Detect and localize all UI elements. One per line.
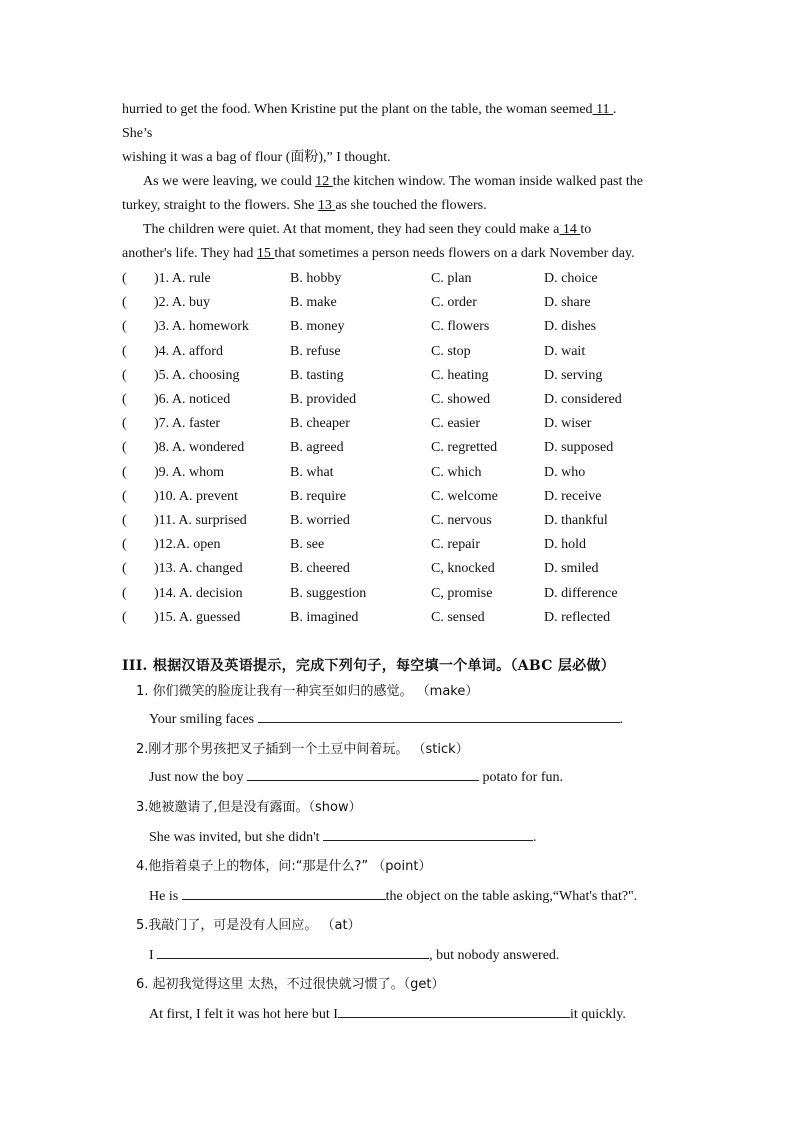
answer-paren[interactable]: ( [122,295,127,311]
passage-line-2: She’s [122,126,153,141]
option-b: B. worried [290,513,350,528]
answer-paren[interactable]: ( [122,416,127,432]
question-row [122,560,722,578]
sentence-text: Your smiling faces [149,712,258,727]
answer-line-5 [149,944,559,964]
sentence-text: . [533,830,537,845]
question-row [122,343,722,361]
passage-text: . [613,102,617,117]
option-d: D. wait [544,343,586,359]
answer-paren[interactable]: ( [122,488,127,504]
answer-line-3 [149,826,537,846]
option-a: )6. A. noticed [154,392,231,407]
option-b: B. what [290,464,334,480]
option-d: D. serving [544,367,603,383]
answer-blank[interactable] [338,1003,570,1018]
sentence-text: At first, I felt it was hot here but I [149,1007,338,1022]
passage-text: As we were leaving, we could [143,174,312,189]
passage-text: hurried to get the food. When Kristine put the plant on the table, the woman seemed [122,102,593,117]
translation-prompt-1: 1. 你们微笑的脸庞让我有一种宾至如归的感觉。 （make） [136,684,479,699]
option-a: )3. A. homework [154,319,249,335]
option-d: D. difference [544,585,618,601]
option-c: C. plan [431,271,472,286]
option-b: B. make [290,295,337,311]
option-d: D. considered [544,392,622,407]
translation-prompt-3: 3.她被邀请了,但是没有露面。（show） [136,800,362,815]
question-row [122,585,722,603]
translation-prompt-4: 4.他指着桌子上的物体，问:“那是什么?” （point） [136,859,432,874]
option-c: C. flowers [431,319,490,335]
answer-blank[interactable] [157,944,429,959]
question-row [122,536,722,554]
answer-line-2 [149,766,563,786]
option-b: B. require [290,488,346,504]
translation-prompt-6: 6. 起初我觉得这里 太热，不过很快就习惯了。（get） [136,977,445,992]
option-c: C. easier [431,416,480,432]
option-c: C. stop [431,343,471,359]
option-d: D. supposed [544,440,614,456]
answer-paren[interactable]: ( [122,585,127,601]
option-b: B. hobby [290,271,342,286]
sentence-text: . [619,712,624,727]
question-row [122,391,722,409]
option-a: )8. A. wondered [154,440,245,456]
option-a: )7. A. faster [154,416,221,432]
option-a: )11. A. surprised [154,513,247,528]
option-c: C. sensed [431,609,485,625]
passage-text: the kitchen window. The woman inside walked past the [332,174,643,189]
question-row [122,439,722,457]
blank-13: 13 [317,198,336,213]
answer-line-6 [149,1003,626,1023]
option-c: C. welcome [431,488,498,504]
option-b: B. agreed [290,440,344,456]
answer-paren[interactable]: ( [122,561,127,577]
sentence-text: He is [149,889,182,904]
answer-line-4 [149,885,637,905]
passage-line-4 [143,173,643,191]
option-a: )10. A. prevent [154,488,238,504]
blank-11: 11 [592,102,614,117]
question-row [122,488,722,506]
option-a: )4. A. afford [154,343,223,359]
question-row [122,367,722,385]
option-d: D. who [544,464,586,480]
question-row [122,609,722,627]
option-a: )2. A. buy [154,295,210,311]
option-a: )5. A. choosing [154,367,240,383]
answer-paren[interactable]: ( [122,367,127,383]
option-d: D. thankful [544,513,608,528]
option-d: D. wiser [544,416,592,432]
passage-text: as she touched the flowers. [335,198,487,213]
answer-paren[interactable]: ( [122,609,127,625]
answer-paren[interactable]: ( [122,392,127,407]
passage-text: The children were quiet. At that moment, they had seen they could make a [143,222,560,237]
option-b: B. suggestion [290,585,367,601]
option-a: )14. A. decision [154,585,243,601]
sentence-text: the object on the table asking,“What's that?". [385,889,638,904]
blank-15: 15 [256,246,275,261]
question-row [122,294,722,312]
passage-text: another's life. They had [122,246,254,261]
option-d: D. reflected [544,609,611,625]
sentence-text: I [149,948,158,963]
passage-line-3: wishing it was a bag of flour (面粉),” I thought. [122,150,391,165]
option-c: C. which [431,464,482,480]
passage-line-1 [122,101,617,119]
option-c: C. showed [431,392,491,407]
question-row [122,270,722,288]
option-b: B. refuse [290,343,341,359]
question-row [122,512,722,530]
option-a: )13. A. changed [154,561,243,577]
answer-blank[interactable] [323,826,533,841]
option-c: C. heating [431,367,489,383]
option-c: C. regretted [431,440,498,456]
option-a: )9. A. whom [154,464,224,480]
answer-blank[interactable] [182,885,386,900]
sentence-text: Just now the boy [149,770,247,785]
blank-14: 14 [559,222,581,237]
answer-line-1 [149,708,623,728]
answer-paren[interactable]: ( [122,464,127,480]
option-a: )15. A. guessed [154,609,241,625]
passage-text: turkey, straight to the flowers. She [122,198,315,213]
option-b: B. money [290,319,345,335]
option-b: B. tasting [290,367,344,383]
section-3-title: III. 根据汉语及英语提示，完成下列句子，每空填一个单词。（ABC 层必做） [122,658,616,674]
option-d: D. dishes [544,319,597,335]
passage-text: that sometimes a person needs flowers on a dark November day. [274,246,635,261]
option-d: D. choice [544,271,598,286]
option-b: B. cheered [290,561,350,577]
answer-blank[interactable] [258,708,620,723]
answer-paren[interactable]: ( [122,513,127,528]
passage-line-7 [122,245,635,263]
sentence-text: potato for fun. [479,770,563,785]
answer-paren[interactable]: ( [122,319,127,335]
translation-prompt-5: 5.我敲门了，可是没有人回应。 （at） [136,918,361,933]
option-b: B. see [290,537,325,553]
answer-blank[interactable] [247,766,479,781]
option-d: D. smiled [544,561,599,577]
option-c: C, promise [431,585,493,601]
option-c: C. repair [431,537,480,553]
passage-text: to [580,222,592,237]
answer-paren[interactable]: ( [122,343,127,359]
blank-12: 12 [315,174,333,189]
option-b: B. provided [290,392,357,407]
passage-line-6 [143,221,591,239]
question-row [122,415,722,433]
sentence-text: it quickly. [569,1007,626,1022]
translation-prompt-2: 2.刚才那个男孩把叉子插到一个土豆中间着玩。 （stick） [136,742,469,757]
option-a: )12.A. open [154,537,221,553]
sentence-text: , but nobody answered. [429,948,560,963]
option-b: B. imagined [290,609,359,625]
passage-line-5 [122,197,487,215]
sentence-text: She was invited, but she didn't [149,830,324,845]
option-c: C. nervous [431,513,492,528]
option-a: )1. A. rule [154,271,211,286]
answer-paren[interactable]: ( [122,271,127,286]
option-c: C, knocked [431,561,495,577]
option-d: D. receive [544,488,602,504]
option-d: D. share [544,295,591,311]
option-d: D. hold [544,537,586,553]
question-row [122,318,722,336]
option-c: C. order [431,295,477,311]
answer-paren[interactable]: ( [122,440,127,456]
question-row [122,464,722,482]
option-b: B. cheaper [290,416,350,432]
answer-paren[interactable]: ( [122,537,127,553]
